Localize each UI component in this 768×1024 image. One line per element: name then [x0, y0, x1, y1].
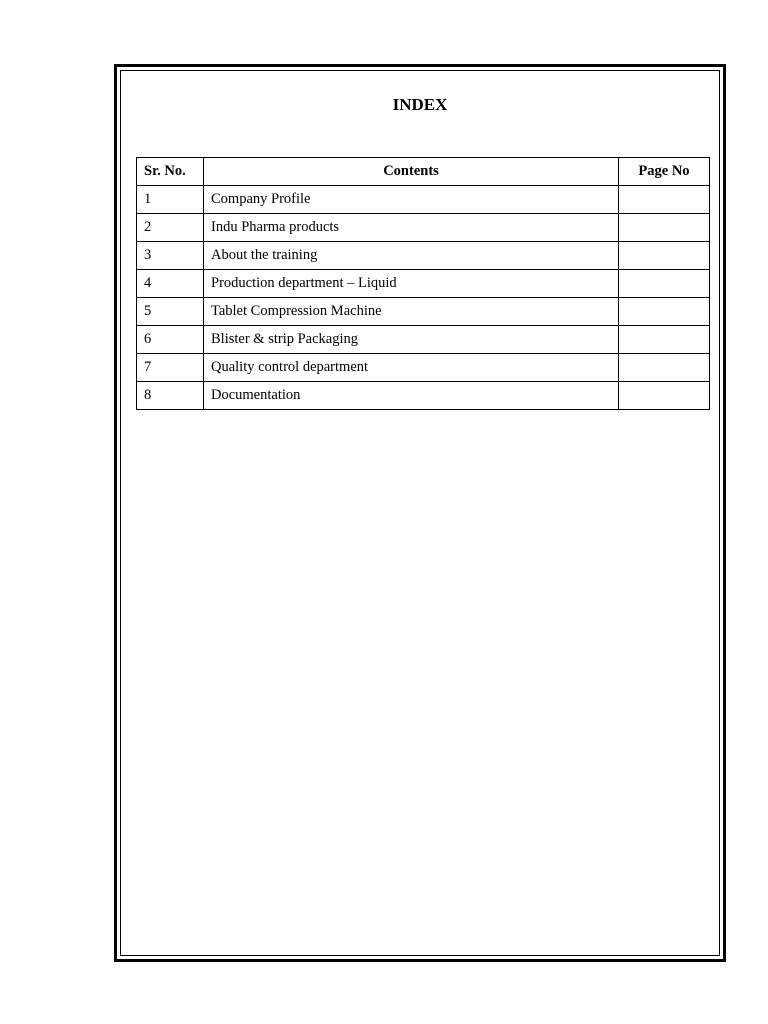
- page-title: INDEX: [392, 95, 448, 114]
- cell-page-no: [619, 354, 710, 382]
- table-row: [137, 186, 710, 214]
- cell-page-no: [619, 242, 710, 270]
- cell-contents: Tablet Compression Machine: [204, 298, 619, 326]
- cell-contents: Company Profile: [204, 186, 619, 214]
- table-row: [137, 242, 710, 270]
- table-row: [137, 214, 710, 242]
- index-table: [136, 157, 710, 410]
- cell-sr-no: 8: [137, 382, 204, 410]
- table-header-row: [137, 158, 710, 186]
- cell-page-no: [619, 382, 710, 410]
- cell-sr-no: 3: [137, 242, 204, 270]
- header-contents: Contents: [204, 158, 619, 186]
- table-row: [137, 270, 710, 298]
- cell-sr-no: 5: [137, 298, 204, 326]
- cell-contents: Documentation: [204, 382, 619, 410]
- cell-contents: Production department – Liquid: [204, 270, 619, 298]
- header-sr-no: Sr. No.: [137, 158, 204, 186]
- table-row: [137, 326, 710, 354]
- table-row: [137, 354, 710, 382]
- cell-sr-no: 1: [137, 186, 204, 214]
- cell-page-no: [619, 326, 710, 354]
- cell-sr-no: 4: [137, 270, 204, 298]
- cell-page-no: [619, 186, 710, 214]
- cell-page-no: [619, 270, 710, 298]
- cell-contents: Blister & strip Packaging: [204, 326, 619, 354]
- page-border: [114, 64, 726, 962]
- table-row: [137, 382, 710, 410]
- header-page-no: Page No: [619, 158, 710, 186]
- table-row: [137, 298, 710, 326]
- cell-sr-no: 2: [137, 214, 204, 242]
- page-border-inner: [120, 70, 720, 956]
- cell-contents: About the training: [204, 242, 619, 270]
- cell-page-no: [619, 298, 710, 326]
- cell-page-no: [619, 214, 710, 242]
- cell-contents: Quality control department: [204, 354, 619, 382]
- cell-sr-no: 6: [137, 326, 204, 354]
- cell-sr-no: 7: [137, 354, 204, 382]
- cell-contents: Indu Pharma products: [204, 214, 619, 242]
